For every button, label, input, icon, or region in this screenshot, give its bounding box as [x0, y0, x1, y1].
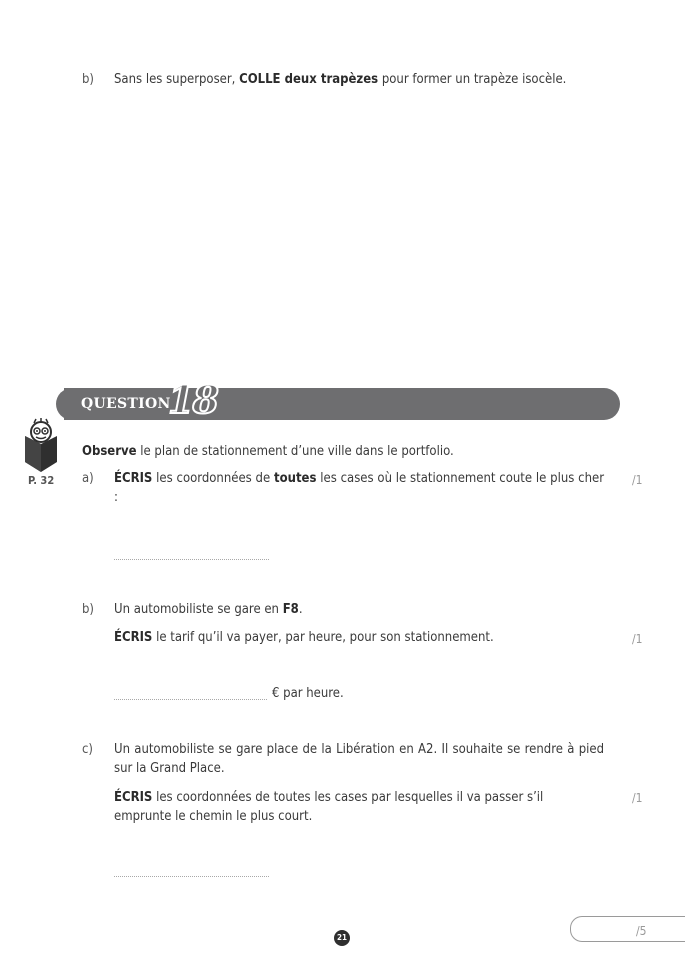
part-b-letter: b) — [82, 602, 94, 617]
total-score-box — [570, 916, 685, 942]
part-c-paragraph1: Un automobiliste se gare place de la Libération en A2. Il souhaite se rendre à pied sur la Grand Place. — [114, 742, 604, 776]
part-c-letter: c) — [82, 742, 93, 757]
part-b-answer-suffix: € par heure. — [272, 686, 344, 701]
part-c-answer-line[interactable] — [114, 876, 269, 877]
question-number: 18 — [168, 377, 217, 422]
part-c-score: /1 — [632, 791, 643, 805]
part-b-line1: Un automobiliste se gare en F8. — [114, 602, 303, 617]
page-reference: P. 32 — [28, 474, 55, 487]
part-a-score: /1 — [632, 473, 643, 487]
part-b-top-letter: b) — [82, 72, 94, 87]
part-b-score: /1 — [632, 632, 643, 646]
part-b-top-instruction: Sans les superposer, COLLE deux trapèzes pour former un trapèze isocèle. — [114, 72, 567, 87]
total-score: /5 — [636, 924, 647, 938]
part-a-instruction: ÉCRIS les coordonnées de toutes les cases où le stationnement coute le plus cher : — [114, 471, 605, 505]
part-c-paragraph2: ÉCRIS les coordonnées de toutes les cases par lesquelles il va passer s’il emprunte le chemin le plus court. — [114, 790, 544, 824]
question-label: QUESTION — [81, 396, 171, 412]
question-intro: Observe le plan de stationnement d’une ville dans le portfolio. — [82, 444, 454, 459]
page-number-badge: 21 — [334, 930, 350, 946]
part-a-letter: a) — [82, 471, 94, 486]
part-b-answer-line[interactable] — [114, 699, 267, 700]
part-b-line2: ÉCRIS le tarif qu’il va payer, par heure, pour son stationnement. — [114, 630, 494, 645]
part-a-answer-line[interactable] — [114, 559, 269, 560]
reading-mascot-icon — [22, 418, 60, 474]
